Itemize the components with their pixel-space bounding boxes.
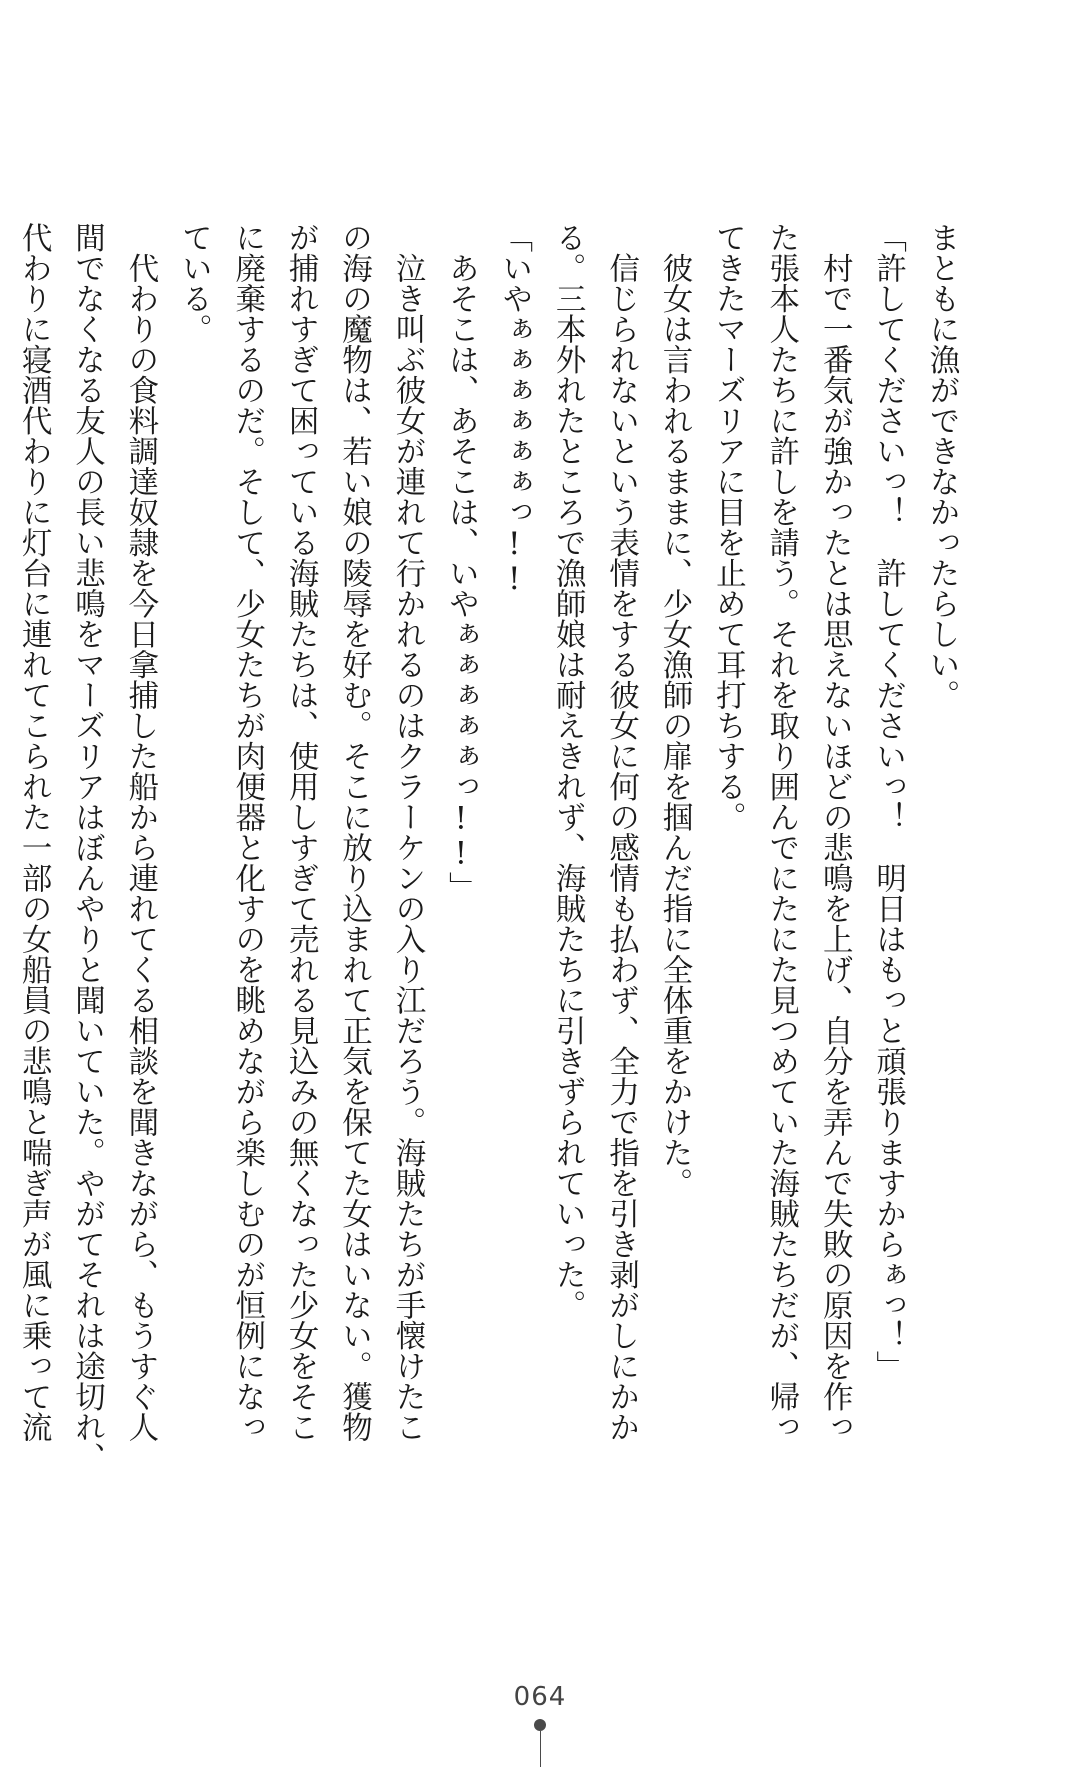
text-line: る。三本外れたところで漁師娘は耐えきれず、海賊たちに引きずられていった。 — [550, 222, 586, 1320]
text-line: 彼女は言われるままに、少女漁師の扉を掴んだ指に全体重をかけた。 — [656, 222, 692, 1198]
text-line: あそこは、あそこは、いやぁぁぁぁぁっ!!」 — [443, 222, 479, 902]
text-line: が捕れすぎて困っている海賊たちは、使用しすぎて売れる見込みの無くなった少女をそこ — [283, 222, 319, 1442]
marker-line — [540, 1731, 541, 1767]
text-line: に廃棄するのだ。そして、少女たちが肉便器と化すのを眺めながら楽しむのが恒例になっ — [229, 222, 265, 1442]
text-line: の海の魔物は、若い娘の陵辱を好む。そこに放り込まれて正気を保てた女はいない。獲物 — [336, 222, 372, 1442]
text-line: 泣き叫ぶ彼女が連れて行かれるのはクラーケンの入り江だろう。海賊たちが手懐けたこ — [389, 222, 425, 1442]
marker-dot-icon — [534, 1719, 546, 1731]
page-marker-icon — [534, 1719, 546, 1767]
text-line: 代わりの食料調達奴隷を今日拿捕した船から連れてくる相談を聞きながら、もうすぐ人 — [122, 222, 158, 1442]
text-line: 村で一番気が強かったとは思えないほどの悲鳴を上げ、自分を弄んで失敗の原因を作っ — [817, 222, 853, 1442]
text-line: ている。 — [176, 222, 212, 344]
text-line: 「いやぁぁぁぁぁぁっ!! — [496, 222, 532, 597]
vertical-text-body — [16, 222, 968, 1473]
text-line: 間でなくなる友人の長い悲鳴をマーズリアはぼんやりと聞いていた。やがてそれは途切れ、 — [69, 222, 105, 1473]
text-line: 信じられないという表情をする彼女に何の感情も払わず、全力で指を引き剥がしにかか — [603, 222, 639, 1442]
text-line: てきたマーズリアに目を止めて耳打ちする。 — [710, 222, 746, 832]
page-number: 064 — [513, 1682, 567, 1712]
text-line: 「許してくださいっ！ 許してくださいっ！ 明日はもっと頑張りますからぁっ！」 — [870, 222, 906, 1381]
text-line: た張本人たちに許しを請う。それを取り囲んでにたにた見つめていた海賊たちだが、帰っ — [763, 222, 799, 1442]
text-line: 代わりに寝酒代わりに灯台に連れてこられた一部の女船員の悲鳴と喘ぎ声が風に乗って流 — [16, 222, 52, 1442]
text-line: まともに漁ができなかったらしい。 — [924, 222, 959, 710]
